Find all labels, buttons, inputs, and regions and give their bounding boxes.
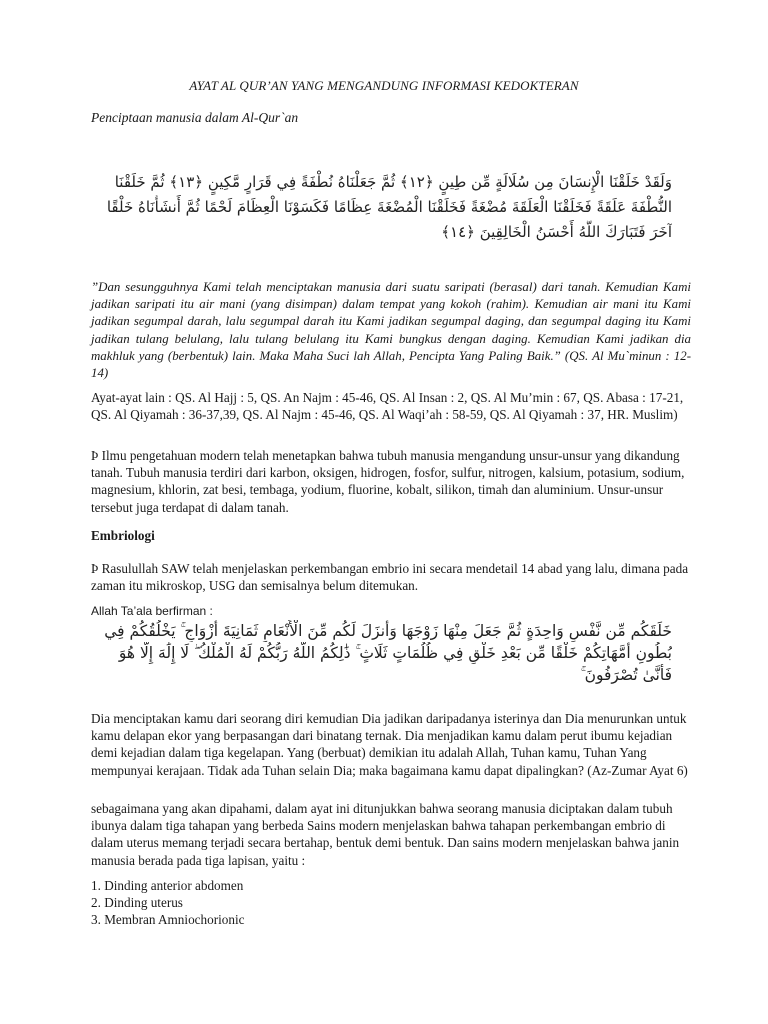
document-title: AYAT AL QUR’AN YANG MENGANDUNG INFORMASI KEDOKTERAN [189,78,579,93]
verse-translation-quote: ”Dan sesungguhnya Kami telah menciptakan manusia dari suatu saripati (berasal) dari tanah. Kemudian Kami jadikan saripati itu air mani (yang disimpan) dalam tempat yang kokoh (rahim). Kemudian air mani itu Kami jadikan segumpal darah, lalu segumpal darah itu Kami jadikan segumpal daging, dan segumpal daging itu Kami jadikan tulang belulang, lalu tulang belulang itu Kami bungkus dengan daging. Kemudian Kami jadikan dia makhluk yang (berbentuk) lain. Maka Maha Suci lah Allah, Pencipta Yang Paling Baik.” (QS. Al Mu`minun : 12-14) [91,280,691,381]
arabic-line: وَلَقَدْ خَلَقْنَا الْإِنسَانَ مِن سُلَالَةٍ مِّن طِينٍ ﴿١٢﴾ ثُمَّ جَعَلْنَاهُ نُطْفَةً فِي قَرَارٍ مَّكِينٍ ﴿١٣﴾ ثُمَّ خَلَقْنَا [114,173,672,191]
arabic-line: فَأَنَّىٰ تُصْرَفُونَ ۚ [580,666,672,684]
arabic-verse-block-1 [78,170,672,245]
arabic-line: آخَرَ فَتَبَارَكَ اللَّهُ أَحْسَنُ الْخَالِقِينَ ﴿١٤﴾ [441,223,672,241]
section-subtitle: Penciptaan manusia dalam Al-Qur`an [91,110,299,125]
allah-berfirman-line: Allah Ta’ala berfirman : [91,604,213,618]
three-layers-list [91,877,244,929]
list-item: 1. Dinding anterior abdomen [91,878,244,893]
modern-science-paragraph: Þ Ilmu pengetahuan modern telah menetapkan bahwa tubuh manusia mengandung unsur-unsur yang dikandung tanah. Tubuh manusia terdiri dari karbon, oksigen, hidrogen, fosfor, sulfur, nitrogen, kalsium, potasium, sodium, magnesium, khlorin, zat besi, tembaga, yodium, fluorine, kobalt, silikon, timah dan aluminium. Unsur-unsur tersebut juga terdapat di dalam tanah. [91,448,685,515]
az-zumar-translation-paragraph: Dia menciptakan kamu dari seorang diri kemudian Dia jadikan daripadanya isterinya dan Dia menurunkan untuk kamu delapan ekor yang berpasangan dari binatang ternak. Dia menjadikan kamu dalam perut ibumu kejadian demi kejadian dalam tiga kegelapan. Yang (berbuat) demikian itu adalah Allah, Tuhan kamu, Tuhan Yang mempunyai kerajaan. Tidak ada Tuhan selain Dia; maka bagaimana kamu dapat dipalingkan? (Az-Zumar Ayat 6) [91,711,688,778]
rasulullah-paragraph: Þ Rasulullah SAW telah menjelaskan perkembangan embrio ini secara mendetail 14 abad yang lalu, dimana pada zaman itu mikroskop, USG dan semisalnya belum ditemukan. [91,561,689,594]
sebagaimana-paragraph: sebagaimana yang akan dipahami, dalam ayat ini ditunjukkan bahwa seorang manusia diciptakan dalam tubuh ibunya dalam tiga tahapan yang berbeda Sains modern menjelaskan bahwa tahapan perkembangan embrio di dalam uterus memang terjadi secara bertahap, bentuk demi bentuk. Dan sains modern menjelaskan bahwa janin manusia berada pada tiga lapisan, yaitu : [91,801,680,868]
other-verses-paragraph: Ayat-ayat lain : QS. Al Hajj : 5, QS. An Najm : 45-46, QS. Al Insan : 2, QS. Al Mu’min : 67, QS. Abasa : 17-21, QS. Al Qiyamah : 36-37,39, QS. Al Najm : 45-46, QS. Al Waqi’ah : 58-59, QS. Al Qiyamah : 37, HR. Muslim) [91,390,684,423]
list-item: 2. Dinding uterus [91,895,183,911]
list-item: 3. Membran Amniochorionic [91,912,245,928]
arabic-verse-block-2 [78,620,672,686]
arabic-line: بُطُونِ أُمَّهَاتِكُمْ خَلْقًا مِّن بَعْدِ خَلْقٍ فِي ظُلُمَاتٍ ثَلَاثٍ ۚ ذَٰلِكُمُ اللَّهُ رَبُّكُمْ لَهُ الْمُلْكُ ۖ لَا إِلَٰهَ إِلَّا هُوَ [118,644,672,662]
arabic-line: خَلَقَكُم مِّن نَّفْسٍ وَاحِدَةٍ ثُمَّ جَعَلَ مِنْهَا زَوْجَهَا وَأَنزَلَ لَكُم مِّنَ الْأَنْعَامِ ثَمَانِيَةَ أَزْوَاجٍ ۚ يَخْلُقُكُمْ فِي [104,622,672,640]
embriologi-heading: Embriologi [91,528,155,543]
arabic-line: النُّطْفَةَ عَلَقَةً فَخَلَقْنَا الْعَلَقَةَ مُضْغَةً فَخَلَقْنَا الْمُضْغَةَ عِظَامًا فَكَسَوْنَا الْعِظَامَ لَحْمًا ثُمَّ أَنشَأْنَاهُ خَلْقًا [106,198,672,216]
